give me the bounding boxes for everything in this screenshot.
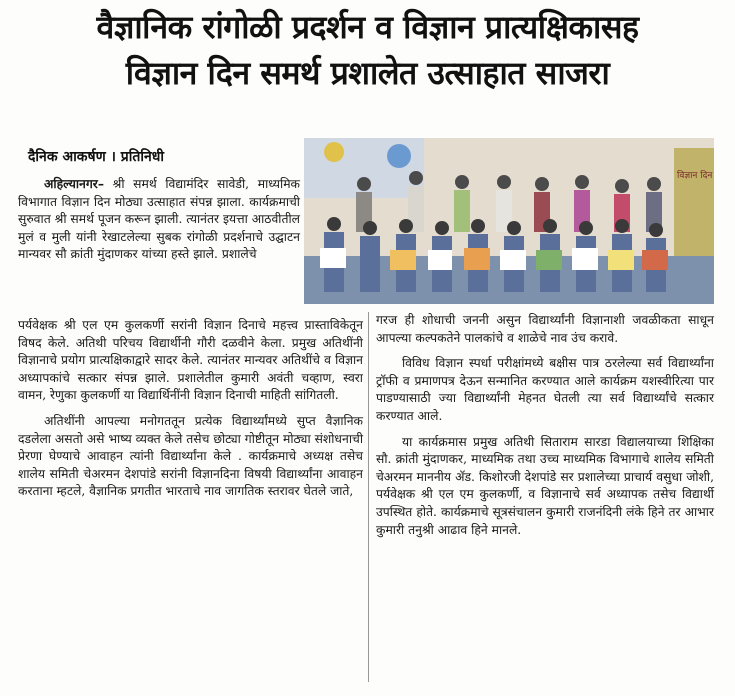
- headline-line-2: विज्ञान दिन समर्थ प्रशालेत उत्साहात साजरा: [125, 54, 610, 92]
- article-para-1-start: श्री समर्थ विद्यामंदिर सावेडी, माध्यमिक विभागात विज्ञान दिन मोठ्या उत्साहात संपन्न झाला. कार्यक्रमाची सुरुवात श्री समर्थ पूजन करून झाली. त्यानंतर इयत्ता आठवीतील मुलं व मुली यांनी रेखाटलेल्या सुबक रांगोळी प्रदर्शनाचे उद्घाटन मान्यवर सौ क्रांती मुंदाणकर यांच्या हस्ते झाले. प्रशालेचे: [18, 177, 300, 262]
- headline-line-1: वैज्ञानिक रांगोळी प्रदर्शन व विज्ञान प्रात्यक्षिकासह: [96, 8, 639, 46]
- byline: दैनिक आकर्षण । प्रतिनिधी: [28, 149, 164, 165]
- article-para-4: विविध विज्ञान स्पर्धा परीक्षांमध्ये बक्षीस पात्र ठरलेल्या सर्व विद्यार्थ्यांना ट्रॉफी व प्रमाणपत्र देऊन सन्मानित करण्यात आले कार्यक्रम यशस्वीरित्या पार पाडण्यासाठी ज्या विद्यार्थ्यांनी मेहनत घेतली त्या सर्व विद्यार्थ्यांचे सत्कार करण्यात आले.: [376, 356, 714, 423]
- article-para-2: अतिथींनी आपल्या मनोगततून प्रत्येक विद्यार्थ्यांमध्ये सुप्त वैज्ञानिक दडलेला असतो असे भाष्य व्यक्त केले तसेच छोट्या गोष्टीतून मोठ्या संशोधनाची प्रेरणा घेण्याचे आवाहन त्यांनी विद्यार्थ्यांना केले . कार्यक्रमाचे अध्यक्ष तसेच शालेय समिती चेअरमन देशपांडे सरांनी विज्ञानदिना विषयी विद्यार्थ्यांना आवाहन करताना म्हटले, वैज्ञानिक प्रगतीत भारताचे नाव जागतिक स्तरावर घेतले जाते,: [18, 413, 363, 499]
- dateline: अहिल्यानगर–: [44, 177, 104, 191]
- event-photo-illustration: [304, 138, 714, 304]
- article-column-top: [18, 176, 300, 264]
- article-para-1-cont: पर्यवेक्षक श्री एल एम कुलकर्णी सरांनी विज्ञान दिनाचे महत्त्व प्रास्ताविकेतून विषद केले. अतिथी परिचय विद्यार्थीनी गौरी दळवीने केला. प्रमुख अतिथींनी विज्ञानाचे प्रयोग प्रात्यक्षिकाद्वारे सादर केले. त्यानंतर मान्यवर अतिथींचे व विज्ञान अध्यापकांचे सत्कार संपन्न झाले. प्रशालेतील कुमारी अवंती चव्हाण, स्वरा वामन, रेणुका कुलकर्णी या विद्यार्थिनींनी विज्ञान दिनाची माहिती सांगितली.: [18, 318, 363, 403]
- article-column-right: [376, 312, 714, 539]
- column-divider: [368, 312, 369, 682]
- banner-text: विज्ञान दिन: [677, 171, 713, 181]
- event-photo: [304, 138, 714, 304]
- article-para-5: या कार्यक्रमास प्रमुख अतिथी सिताराम सारडा विद्यालयाच्या शिक्षिका सौ. क्रांती मुंदाणकर, माध्यमिक तथा उच्च माध्यमिक विभागाचे शालेय समिती चेअरमन माननीय ॲड. किशोरजी देशपांडे सर प्रशालेच्या प्राचार्य वसुधा जोशी, पर्यवेक्षक श्री एल एम कुलकर्णी, व विज्ञानाचे सर्व अध्यापक तसेच विद्यार्थी उपस्थित होते. कार्यक्रमाचे सूत्रसंचालन कुमारी राजनंदिनी लंके हिने तर आभार कुमारी तनुश्री आढाव हिने मानले.: [376, 434, 714, 537]
- sun-decoration: [324, 142, 344, 162]
- article-column-left: [18, 317, 363, 501]
- headline: [0, 4, 735, 96]
- article-para-3: गरज ही शोधाची जननी असुन विद्यार्थ्यांनी विज्ञानाशी जवळीकता साधून आपल्या कल्पकतेने पालकांचे व शाळेचे नाव उंच करावे.: [376, 313, 714, 345]
